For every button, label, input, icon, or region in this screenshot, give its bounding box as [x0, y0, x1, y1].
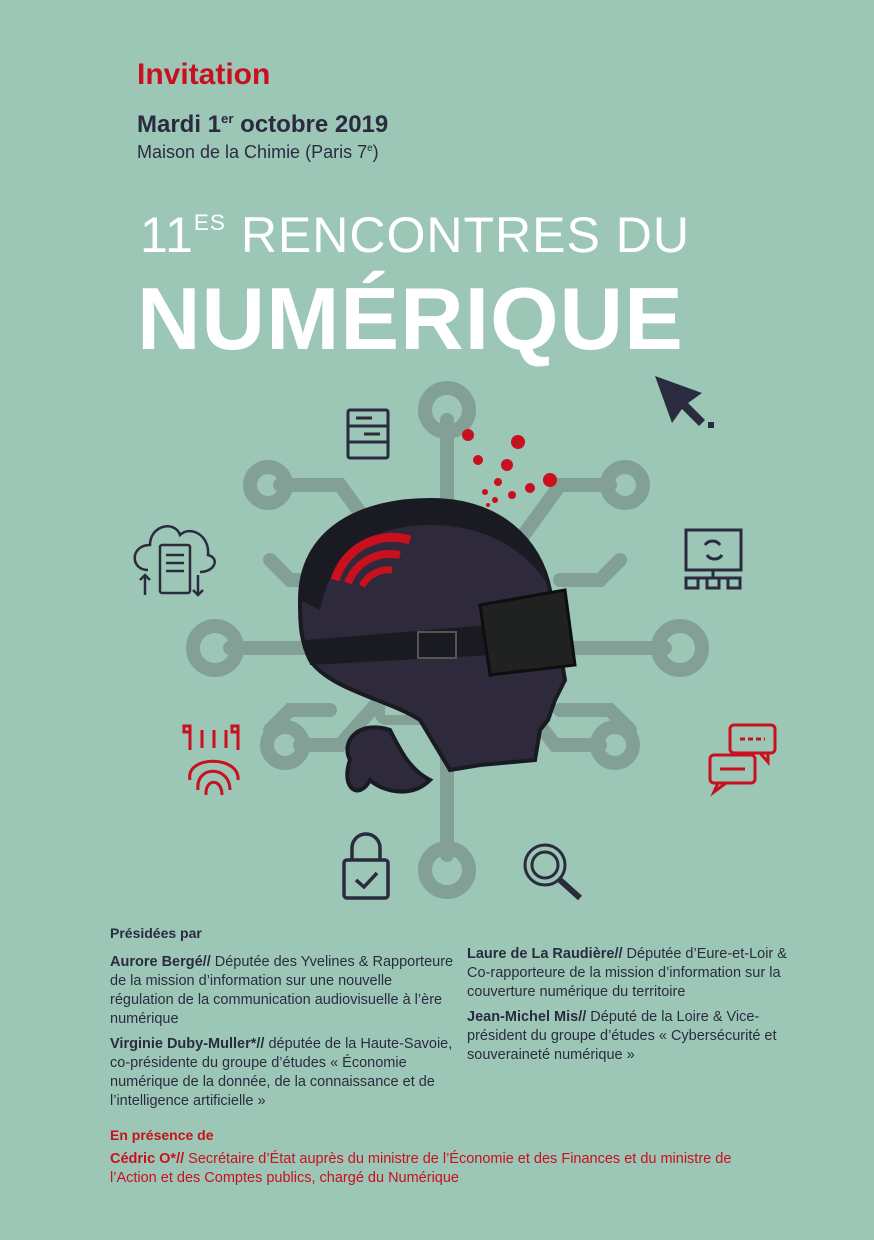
- presence-name: Cédric O*//: [110, 1151, 185, 1167]
- date-rest: octobre 2019: [233, 111, 389, 138]
- person-entry: [467, 1008, 812, 1065]
- presence-title: En présence de: [110, 1127, 214, 1143]
- event-date: [137, 111, 388, 139]
- title-numerique: NUMÉRIQUE: [137, 269, 684, 368]
- person-entry: [467, 945, 812, 1002]
- venue-main: Maison de la Chimie (Paris 7: [137, 142, 368, 162]
- person-name: Virginie Duby-Muller*//: [110, 1036, 265, 1052]
- person-role: Députée d’Eure-et-Loir & Co-rapporteure de la mission d’information sur la couverture numérique du territoire: [467, 946, 787, 1000]
- person-name: Jean-Michel Mis//: [467, 1009, 587, 1025]
- padlock-icon: [344, 834, 388, 898]
- cursor-arrow-icon: [655, 376, 714, 428]
- presided-title: Présidées par: [110, 925, 202, 941]
- cloud-document-icon: [135, 526, 215, 595]
- venue-sup: e: [367, 143, 373, 154]
- date-day: Mardi 1: [137, 111, 222, 138]
- person-entry: [110, 953, 455, 1029]
- data-particles: [462, 429, 557, 507]
- person-name: Laure de La Raudière//: [467, 946, 623, 962]
- edition-number: 11: [140, 207, 194, 263]
- computer-network-icon: [686, 530, 741, 588]
- magnifier-icon: [525, 845, 580, 898]
- presided-left-column: [110, 953, 455, 1117]
- presided-right-column: [467, 945, 812, 1071]
- event-venue: [137, 142, 379, 163]
- person-role: députée de la Haute-Savoie, co-présidente du groupe d’études « Économie numérique de la donnée, de la connaissance et de l’intelligence artificielle »: [110, 1036, 453, 1109]
- edition-sup: ES: [193, 210, 226, 235]
- presence-role: Secrétaire d’État auprès du ministre de l’Économie et des Finances et du ministre de l’Action et des Comptes publics, chargé du Numérique: [110, 1151, 732, 1186]
- venue-end: ): [372, 142, 379, 162]
- person-entry: [110, 1035, 455, 1111]
- invitation-label: Invitation: [137, 58, 271, 91]
- server-icon: [348, 410, 388, 458]
- person-role: Député de la Loire & Vice-président du groupe d’études « Cybersécurité et souveraineté numérique »: [467, 1009, 777, 1063]
- fingerprint-icon: [184, 726, 238, 795]
- chat-bubbles-icon: [710, 725, 775, 792]
- person-role: Députée des Yvelines & Rapporteure de la mission d’information sur une nouvelle régulation de la communication audiovisuelle à l’ère numérique: [110, 954, 454, 1027]
- presence-entry: [110, 1150, 750, 1188]
- title-rencontres: RENCONTRES DU: [225, 207, 690, 263]
- date-sup: er: [221, 111, 234, 126]
- person-name: Aurore Bergé//: [110, 954, 211, 970]
- title-line1: [140, 206, 690, 264]
- illustration: [0, 370, 874, 920]
